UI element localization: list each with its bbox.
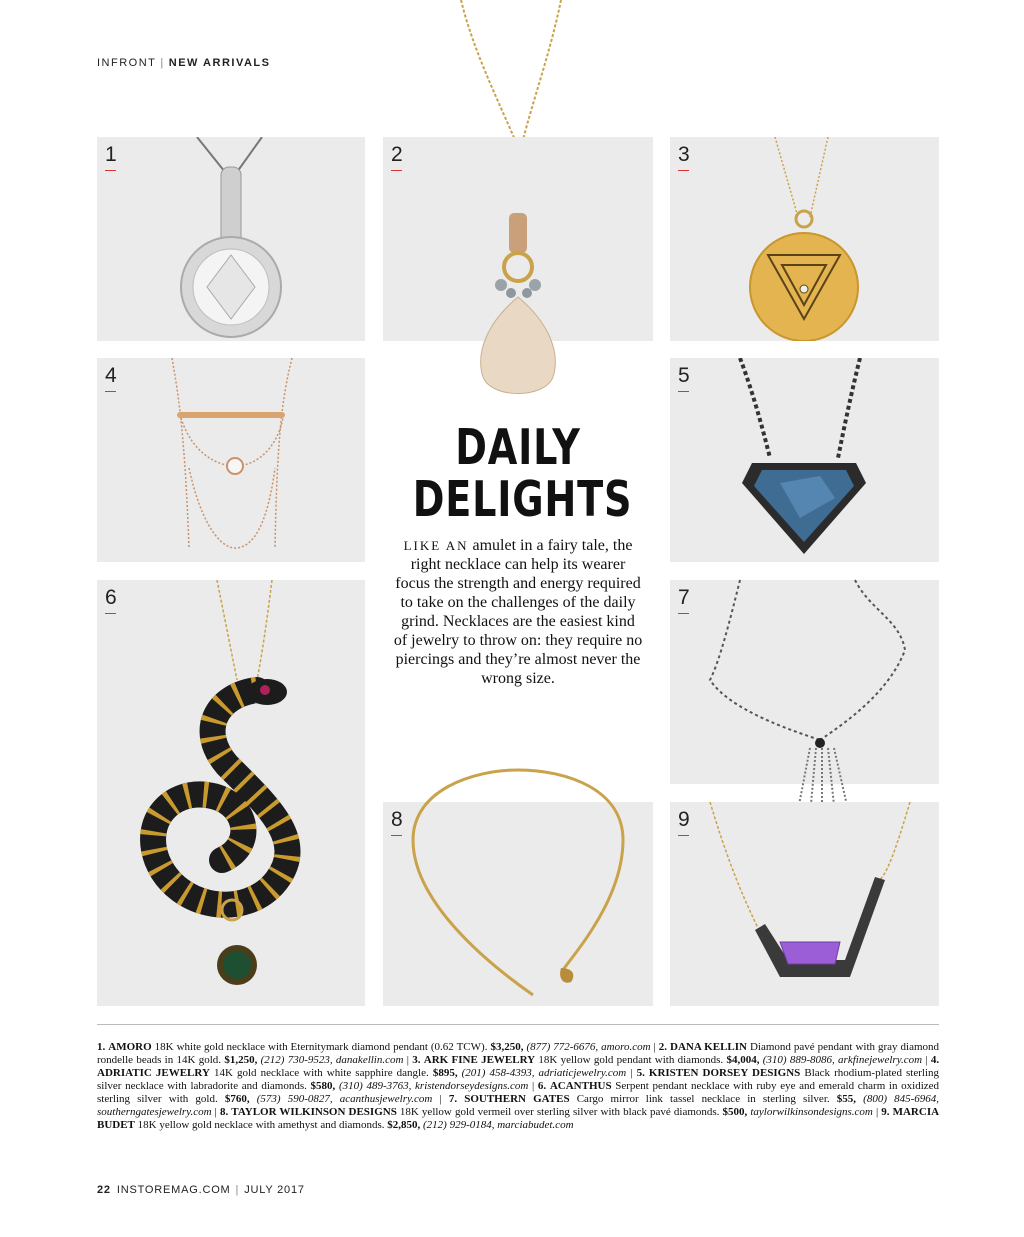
product-panel-6 xyxy=(97,580,365,1006)
title-line-2: DELIGHTS xyxy=(412,471,633,528)
section-header xyxy=(97,57,270,69)
panel-number: 8 xyxy=(391,808,403,831)
serpent-pendant-icon xyxy=(97,580,365,1006)
panel-number: 4 xyxy=(105,364,117,387)
credit-item: 4. ADRIATIC JEWELRY 14K gold necklace with white sapphire dangle. $895, (201) 458-4393, adriaticjewelry.com xyxy=(97,1054,940,1079)
product-panel-4 xyxy=(97,358,365,562)
product-panel-9 xyxy=(670,802,939,1006)
product-panel-3 xyxy=(670,137,939,341)
product-panel-7 xyxy=(670,580,939,784)
feature-title xyxy=(412,419,633,528)
credit-item: 2. DANA KELLIN Diamond pavé pendant with gray diamond rondelle beads in 14K gold. $1,250, (212) 730-9523, danakellin.com xyxy=(97,1041,940,1066)
panel-number: 1 xyxy=(105,143,117,166)
feature-intro xyxy=(393,536,643,688)
subsection-label: NEW ARRIVALS xyxy=(168,57,271,69)
footer-separator: | xyxy=(235,1184,240,1196)
credit-item: 1. AMORO 18K white gold necklace with Eternitymark diamond pendant (0.62 TCW). $3,250, (877) 772-6676, amoro.com xyxy=(97,1041,651,1053)
section-label: INFRONT xyxy=(97,57,157,69)
product-panel-2 xyxy=(383,137,653,341)
header-separator: | xyxy=(160,57,165,69)
diamond-halo-pendant-icon xyxy=(97,137,365,341)
panel-number: 2 xyxy=(391,143,403,166)
layered-bar-necklace-icon xyxy=(97,358,365,562)
snake-collar-icon xyxy=(383,760,653,1006)
panel-number: 7 xyxy=(678,586,690,609)
necklace-2-chain-icon xyxy=(383,0,653,140)
product-panel-1 xyxy=(97,137,365,341)
gold-disc-pendant-icon xyxy=(670,137,939,341)
amethyst-chevron-pendant-icon xyxy=(670,802,939,1006)
tassel-necklace-icon xyxy=(670,580,939,784)
credit-item: 3. ARK FINE JEWELRY 18K yellow gold pendant with diamonds. $4,004, (310) 889-8086, arkfinejewelry.com xyxy=(412,1054,923,1066)
credits-divider xyxy=(97,1024,939,1025)
panel-number: 9 xyxy=(678,808,690,831)
credit-item: 9. MARCIA BUDET 18K yellow gold necklace with amethyst and diamonds. $2,850, (212) 929-0184, marciabudet.com xyxy=(97,1106,940,1131)
credit-item: 7. SOUTHERN GATES Cargo mirror link tassel necklace in sterling silver. $55, (800) 845-6964, southerngatesjewelry.com xyxy=(97,1093,940,1118)
intro-body: amulet in a fairy tale, the right necklace can help its wearer focus the strength and energy required to take on the challenges of the daily grind. Necklaces are the easiest kind of jewelry to throw on: they require no piercings and they’re almost never the wrong size. xyxy=(393,537,643,687)
labradorite-pendant-icon xyxy=(670,358,939,562)
title-line-1: DAILY xyxy=(455,419,581,476)
panel-number: 3 xyxy=(678,143,690,166)
panel-number: 5 xyxy=(678,364,690,387)
intro-lead: LIKE AN xyxy=(403,538,469,553)
product-credits: 1. AMORO 18K white gold necklace with Eternitymark diamond pendant (0.62 TCW). $3,250, (877) 772-6676, amoro.com | 2. DANA KELLIN Diamond pavé pendant with gray diamond rondelle beads in 14K gold. $1,250, (212) 730-9523, danakellin.com | 3. ARK FINE JEWELRY 18K yellow gold pendant with diamonds. $4,004, (310) 889-8086, arkfinejewelry.com | 4. ADRIATIC JEWELRY 14K gold necklace with white sapphire dangle. $895, (201) 458-4393, adriaticjewelry.com | 5. KRISTEN DORSEY DESIGNS Black rhodium-plated sterling silver necklace with labradorite and diamonds. $580, (310) 489-3763, kristendorseydesigns.com | 6. ACANTHUS Serpent pendant necklace with ruby eye and emerald charm in oxidized sterling silver with gold. $760, (573) 590-0827, acanthusjewelry.com | 7. SOUTHERN GATES Cargo mirror link tassel necklace in sterling silver. $55, (800) 845-6964, southerngatesjewelry.com | 8. TAYLOR WILKINSON DESIGNS 18K yellow gold vermeil over sterling silver with black pavé diamonds. $500, taylorwilkinsondesigns.com | 9. MARCIA BUDET 18K yellow gold necklace with amethyst and diamonds. $2,850, (212) 929-0184, marciabudet.com xyxy=(97,1041,940,1131)
panel-number: 6 xyxy=(105,586,117,609)
credit-item: 8. TAYLOR WILKINSON DESIGNS 18K yellow gold vermeil over sterling silver with black pavé diamonds. $500, taylorwilkinsondesigns.com xyxy=(219,1106,873,1118)
credit-item: 6. ACANTHUS Serpent pendant necklace with ruby eye and emerald charm in oxidized sterling silver with gold. $760, (573) 590-0827, acanthusjewelry.com xyxy=(97,1080,940,1105)
pave-drop-pendant-icon xyxy=(383,137,653,341)
credit-item: 5. KRISTEN DORSEY DESIGNS Black rhodium-plated sterling silver necklace with labradorite and diamonds. $580, (310) 489-3763, kristendorseydesigns.com xyxy=(97,1067,940,1092)
page-number: 22 xyxy=(97,1184,111,1196)
site-name: INSTOREMAG.COM xyxy=(116,1184,231,1196)
page-footer xyxy=(97,1184,305,1196)
product-panel-5 xyxy=(670,358,939,562)
issue-date: JULY 2017 xyxy=(244,1184,305,1196)
